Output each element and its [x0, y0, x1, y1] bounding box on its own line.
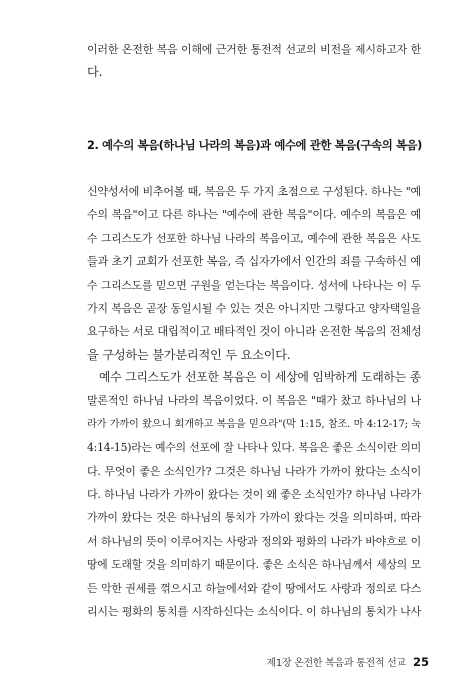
intro-paragraph	[87, 38, 421, 85]
text-line: 들과 초기 교회가 선포한 복음, 즉 십자가에서 인간의 죄를 구속하신 예	[87, 255, 421, 269]
text-line: 신약성서에 비추어볼 때, 복음은 두 가지 초점으로 구성된다. 하나는 "예	[87, 185, 421, 198]
text-line: 다. 무엇이 좋은 소식인가? 그것은 하나님 나라가 가까이 왔다는 소식이	[87, 464, 421, 478]
chapter-title: 제1장 온전한 복음과 통전적 선교	[266, 658, 406, 669]
text-line: 라가 가까이 왔으니 회개하고 복음을 믿으라"(막 1:15, 참조. 마 4:12-17; 눅	[87, 418, 421, 430]
text-line: 수 그리스도가 선포한 하나님 나라의 복음이고, 예수에 관한 복음은 사도	[87, 231, 421, 245]
text-line: 땅에 도래할 것을 의미하기 때문이다. 좋은 소식은 하나님께서 세상의 모	[87, 558, 421, 572]
text-line: 예수 그리스도가 선포한 복음은 이 세상에 임박하게 도래하는 종	[99, 370, 421, 384]
text-line: 을 구성하는 불가분리적인 두 요소이다.	[87, 347, 291, 362]
text-line: 리시는 평화의 통치를 시작하신다는 소식이다. 이 하나님의 통치가 나사	[87, 605, 421, 619]
text-line: 말론적인 하나님 나라의 복음이었다. 이 복음은 "때가 찼고 하나님의 나	[87, 394, 421, 408]
page-number: 25	[412, 655, 429, 669]
section-heading: 2. 예수의 복음(하나님 나라의 복음)과 예수에 관한 복음(구속의 복음)	[87, 138, 422, 152]
text-line: 4:14-15)라는 예수의 선포에 잘 나타나 있다. 복음은 좋은 소식이란 의미	[87, 441, 421, 455]
body-paragraph-2	[87, 366, 421, 623]
text-line: 수 그리스도를 믿으면 구원을 얻는다는 복음이다. 성서에 나타나는 이 두	[87, 278, 421, 292]
text-line: 수의 복음"이고 다른 하나는 "예수에 관한 복음"이다. 예수의 복음은 예	[87, 208, 421, 222]
text-line: 든 악한 권세를 꺾으시고 하늘에서와 같이 땅에서도 사랑과 정의로 다스	[87, 581, 421, 595]
text-line: 가지 복음은 곧장 동일시될 수 있는 것은 아니지만 그렇다고 양자택일을	[87, 302, 421, 316]
text-line: 이러한 온전한 복음 이해에 근거한 통전적 선교의 비전을 제시하고자 한	[87, 43, 421, 56]
text-line: 서 하나님의 뜻이 이루어지는 사랑과 정의와 평화의 나라가 바야흐로 이	[87, 534, 421, 548]
text-line: 요구하는 서로 대립적이고 배타적인 것이 아니라 온전한 복음의 전체성	[87, 325, 422, 339]
page-footer	[267, 654, 429, 669]
body-paragraph-1	[87, 180, 421, 367]
text-line: 가까이 왔다는 것은 하나님의 통치가 가까이 왔다는 것을 의미하며, 따라	[87, 511, 421, 525]
text-line: 다. 하나님 나라가 가까이 왔다는 것이 왜 좋은 소식인가? 하나님 나라가	[87, 488, 421, 502]
text-line: 다.	[87, 65, 103, 80]
